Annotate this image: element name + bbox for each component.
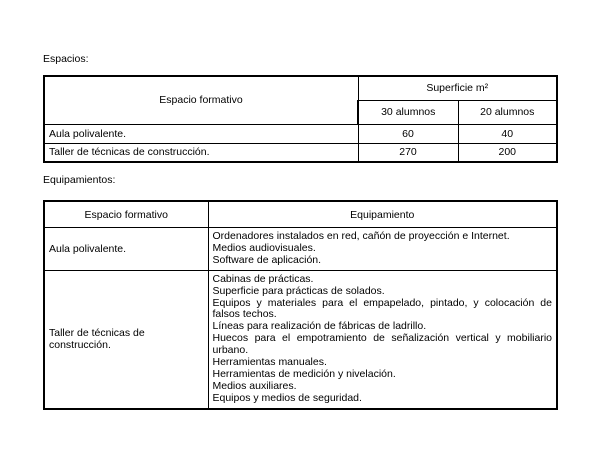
equipamiento-item: Medios audiovisuales. <box>212 241 316 254</box>
equipamiento-item: Ordenadores instalados en red, cañón de proyección e Internet. <box>212 230 510 242</box>
equipamiento-item: Equipos y medios de seguridad. <box>212 391 362 404</box>
equipamientos-table <box>43 200 558 410</box>
equipamiento-item: Herramientas manuales. <box>212 356 327 369</box>
col-header-espacio-formativo: Espacio formativo <box>44 76 358 124</box>
table-row <box>44 228 557 271</box>
equipamiento-list <box>208 270 557 408</box>
espacio-cell: Taller de técnicas de construcción. <box>44 143 358 162</box>
equipamiento-list <box>208 228 557 271</box>
equipamiento-item: Líneas para realización de fábricas de ladrillo. <box>212 320 427 333</box>
col-header-30-alumnos: 30 alumnos <box>358 100 458 124</box>
equipamiento-item: Medios auxiliares. <box>212 379 297 392</box>
equipamiento-item: Herramientas de medición y nivelación. <box>212 367 396 380</box>
espacio-cell: Taller de técnicas de construcción. <box>44 270 208 408</box>
superficie-30-cell: 270 <box>358 143 458 162</box>
superficie-30-cell: 60 <box>358 124 458 143</box>
espacio-cell: Aula polivalente. <box>44 228 208 271</box>
superficie-20-cell: 40 <box>458 124 557 143</box>
equipamiento-item: Huecos para el empotramiento de señalización vertical y mobiliario urbano. <box>212 332 552 357</box>
equipamiento-item: Superficie para prácticas de solados. <box>212 284 385 297</box>
superficie-20-cell: 200 <box>458 143 557 162</box>
col-header-espacio-formativo: Espacio formativo <box>44 201 208 228</box>
table-row <box>44 124 557 143</box>
col-header-20-alumnos: 20 alumnos <box>458 100 557 124</box>
col-header-equipamiento: Equipamiento <box>208 201 557 228</box>
espacios-heading: Espacios: <box>43 53 89 65</box>
table-row <box>44 143 557 162</box>
equipamiento-item: Cabinas de prácticas. <box>212 272 314 285</box>
espacios-table <box>43 75 558 163</box>
espacio-cell: Aula polivalente. <box>44 124 358 143</box>
col-header-superficie: Superficie m² <box>358 76 557 100</box>
equipamientos-heading: Equipamientos: <box>43 174 116 186</box>
equipamiento-item: Equipos y materiales para el empapelado, pintado, y colocación de falsos techos. <box>212 296 552 321</box>
equipamiento-item: Software de aplicación. <box>212 253 322 266</box>
table-row <box>44 270 557 408</box>
